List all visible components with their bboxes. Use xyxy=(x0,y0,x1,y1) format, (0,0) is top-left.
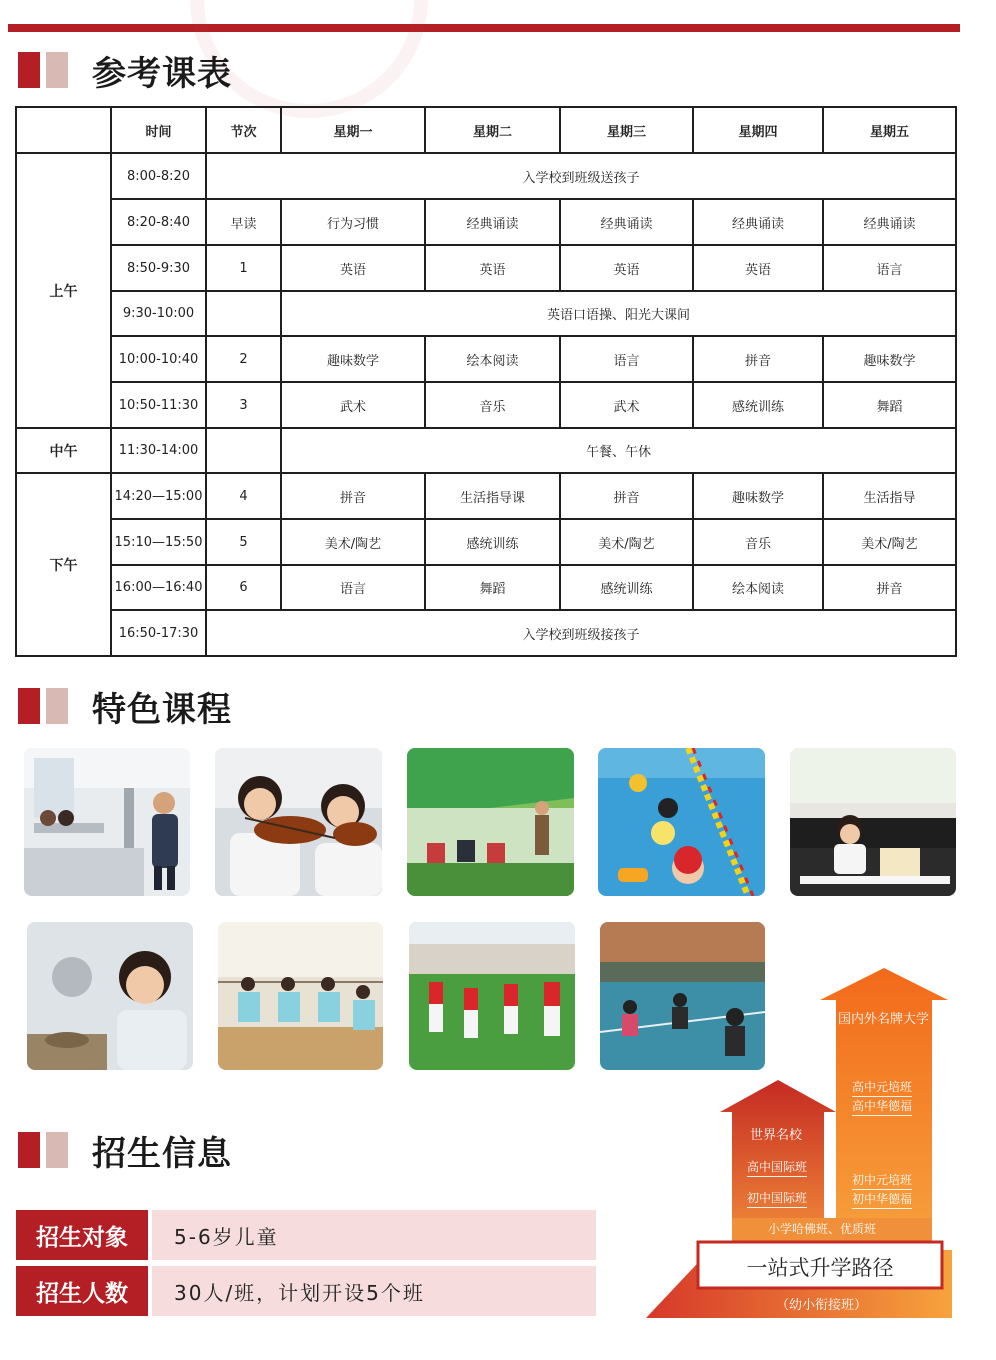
course-cell: 拼音 xyxy=(560,473,693,519)
course-cell: 武术 xyxy=(281,382,425,428)
photo-swimming xyxy=(598,748,765,896)
table-row xyxy=(16,519,956,565)
time-cell: 8:00-8:20 xyxy=(111,153,206,199)
pathway-sub-label: （幼小衔接班） xyxy=(776,1298,868,1313)
time-cell: 16:50-17:30 xyxy=(111,610,206,656)
course-cell: 行为习惯 xyxy=(281,199,425,245)
pathway-left-top: 世界名校 xyxy=(750,1128,803,1143)
course-cell: 生活指导课 xyxy=(425,473,560,519)
course-cell: 英语 xyxy=(560,245,693,291)
span-cell: 午餐、午休 xyxy=(281,428,956,473)
pathway-base-label: 小学哈佛班、优质班 xyxy=(768,1222,877,1236)
pathway-top-label: 国内外名牌大学 xyxy=(838,1012,930,1027)
table-row xyxy=(16,245,956,291)
header-fri: 星期五 xyxy=(823,107,956,153)
table-row xyxy=(16,428,956,473)
features-section-header xyxy=(18,684,232,728)
enrollment-target-label: 招生对象 xyxy=(16,1210,148,1260)
course-cell: 生活指导 xyxy=(823,473,956,519)
course-cell: 感统训练 xyxy=(425,519,560,565)
pathway-right-mid-2: 高中华德福 xyxy=(852,1097,912,1116)
course-cell: 感统训练 xyxy=(560,565,693,610)
course-cell: 音乐 xyxy=(693,519,823,565)
course-cell: 舞蹈 xyxy=(823,382,956,428)
course-cell: 语言 xyxy=(560,336,693,382)
schedule-header-row xyxy=(16,107,956,153)
slot-cell: 2 xyxy=(206,336,281,382)
schedule-table xyxy=(15,106,957,657)
course-cell: 语言 xyxy=(281,565,425,610)
course-cell: 美术/陶艺 xyxy=(823,519,956,565)
slot-cell: 4 xyxy=(206,473,281,519)
header-marker-dark xyxy=(18,52,40,88)
time-cell: 16:00—16:40 xyxy=(111,565,206,610)
course-cell: 英语 xyxy=(281,245,425,291)
photo-ballet xyxy=(218,922,383,1070)
course-cell: 趣味数学 xyxy=(281,336,425,382)
header-tue: 星期二 xyxy=(425,107,560,153)
course-cell: 感统训练 xyxy=(693,382,823,428)
photo-martial-arts xyxy=(409,922,575,1070)
time-cell: 9:30-10:00 xyxy=(111,291,206,336)
pathway-left-low: 初中国际班 xyxy=(747,1189,807,1208)
time-cell: 10:50-11:30 xyxy=(111,382,206,428)
enrollment-count-value: 30人/班，计划开设5个班 xyxy=(152,1266,596,1316)
course-cell: 经典诵读 xyxy=(560,199,693,245)
table-row xyxy=(16,473,956,519)
slot-cell: 3 xyxy=(206,382,281,428)
slot-cell: 1 xyxy=(206,245,281,291)
course-cell: 音乐 xyxy=(425,382,560,428)
header-corner xyxy=(16,107,111,153)
course-cell: 武术 xyxy=(560,382,693,428)
period-noon: 中午 xyxy=(16,428,111,473)
time-cell: 14:20—15:00 xyxy=(111,473,206,519)
pathway-left-mid: 高中国际班 xyxy=(747,1158,807,1177)
course-cell: 趣味数学 xyxy=(693,473,823,519)
course-cell: 绘本阅读 xyxy=(425,336,560,382)
photo-piano-room xyxy=(790,748,956,896)
enrollment-target-value: 5-6岁儿童 xyxy=(152,1210,596,1260)
photo-violin-lesson xyxy=(215,748,382,896)
time-cell: 15:10—15:50 xyxy=(111,519,206,565)
slot-cell: 6 xyxy=(206,565,281,610)
schedule-section-header xyxy=(18,48,232,92)
photo-classroom-teaching xyxy=(24,748,190,896)
table-row xyxy=(16,153,956,199)
enrollment-title: 招生信息 xyxy=(92,1133,232,1174)
photo-golf-practice xyxy=(407,748,574,896)
enrollment-count-label: 招生人数 xyxy=(16,1266,148,1316)
course-cell: 英语 xyxy=(425,245,560,291)
course-cell: 英语 xyxy=(693,245,823,291)
features-title: 特色课程 xyxy=(92,689,232,730)
course-cell: 拼音 xyxy=(281,473,425,519)
header-time: 时间 xyxy=(111,107,206,153)
header-marker-dark xyxy=(18,688,40,724)
course-cell: 经典诵读 xyxy=(693,199,823,245)
header-marker-light xyxy=(46,688,68,724)
span-cell: 入学校到班级接孩子 xyxy=(206,610,956,656)
course-cell: 拼音 xyxy=(823,565,956,610)
header-mon: 星期一 xyxy=(281,107,425,153)
pathway-main-label: 一站式升学路径 xyxy=(746,1256,894,1280)
table-row xyxy=(16,382,956,428)
course-cell: 美术/陶艺 xyxy=(281,519,425,565)
table-row xyxy=(16,565,956,610)
pathway-right-low-2: 初中华德福 xyxy=(852,1190,912,1209)
span-cell: 入学校到班级送孩子 xyxy=(206,153,956,199)
course-cell: 绘本阅读 xyxy=(693,565,823,610)
header-thu: 星期四 xyxy=(693,107,823,153)
course-cell: 舞蹈 xyxy=(425,565,560,610)
span-cell: 英语口语操、阳光大课间 xyxy=(281,291,956,336)
table-row xyxy=(16,336,956,382)
pathway-right-mid-1: 高中元培班 xyxy=(852,1078,912,1097)
pathway-right-low-1: 初中元培班 xyxy=(852,1171,912,1190)
photo-pottery xyxy=(27,922,193,1070)
header-wed: 星期三 xyxy=(560,107,693,153)
slot-cell: 5 xyxy=(206,519,281,565)
course-cell: 经典诵读 xyxy=(823,199,956,245)
course-cell: 拼音 xyxy=(693,336,823,382)
slot-cell xyxy=(206,428,281,473)
time-cell: 10:00-10:40 xyxy=(111,336,206,382)
slot-cell: 早读 xyxy=(206,199,281,245)
table-row xyxy=(16,199,956,245)
time-cell: 8:50-9:30 xyxy=(111,245,206,291)
header-marker-light xyxy=(46,1132,68,1168)
table-row xyxy=(16,610,956,656)
course-cell: 经典诵读 xyxy=(425,199,560,245)
period-morning: 上午 xyxy=(16,153,111,428)
course-cell: 美术/陶艺 xyxy=(560,519,693,565)
period-afternoon: 下午 xyxy=(16,473,111,656)
header-slot: 节次 xyxy=(206,107,281,153)
course-cell: 趣味数学 xyxy=(823,336,956,382)
time-cell: 11:30-14:00 xyxy=(111,428,206,473)
header-marker-dark xyxy=(18,1132,40,1168)
top-accent-bar xyxy=(8,24,960,32)
header-marker-light xyxy=(46,52,68,88)
course-cell: 语言 xyxy=(823,245,956,291)
schedule-title: 参考课表 xyxy=(92,53,232,94)
time-cell: 8:20-8:40 xyxy=(111,199,206,245)
enrollment-section-header xyxy=(18,1128,232,1172)
slot-cell xyxy=(206,291,281,336)
table-row xyxy=(16,291,956,336)
